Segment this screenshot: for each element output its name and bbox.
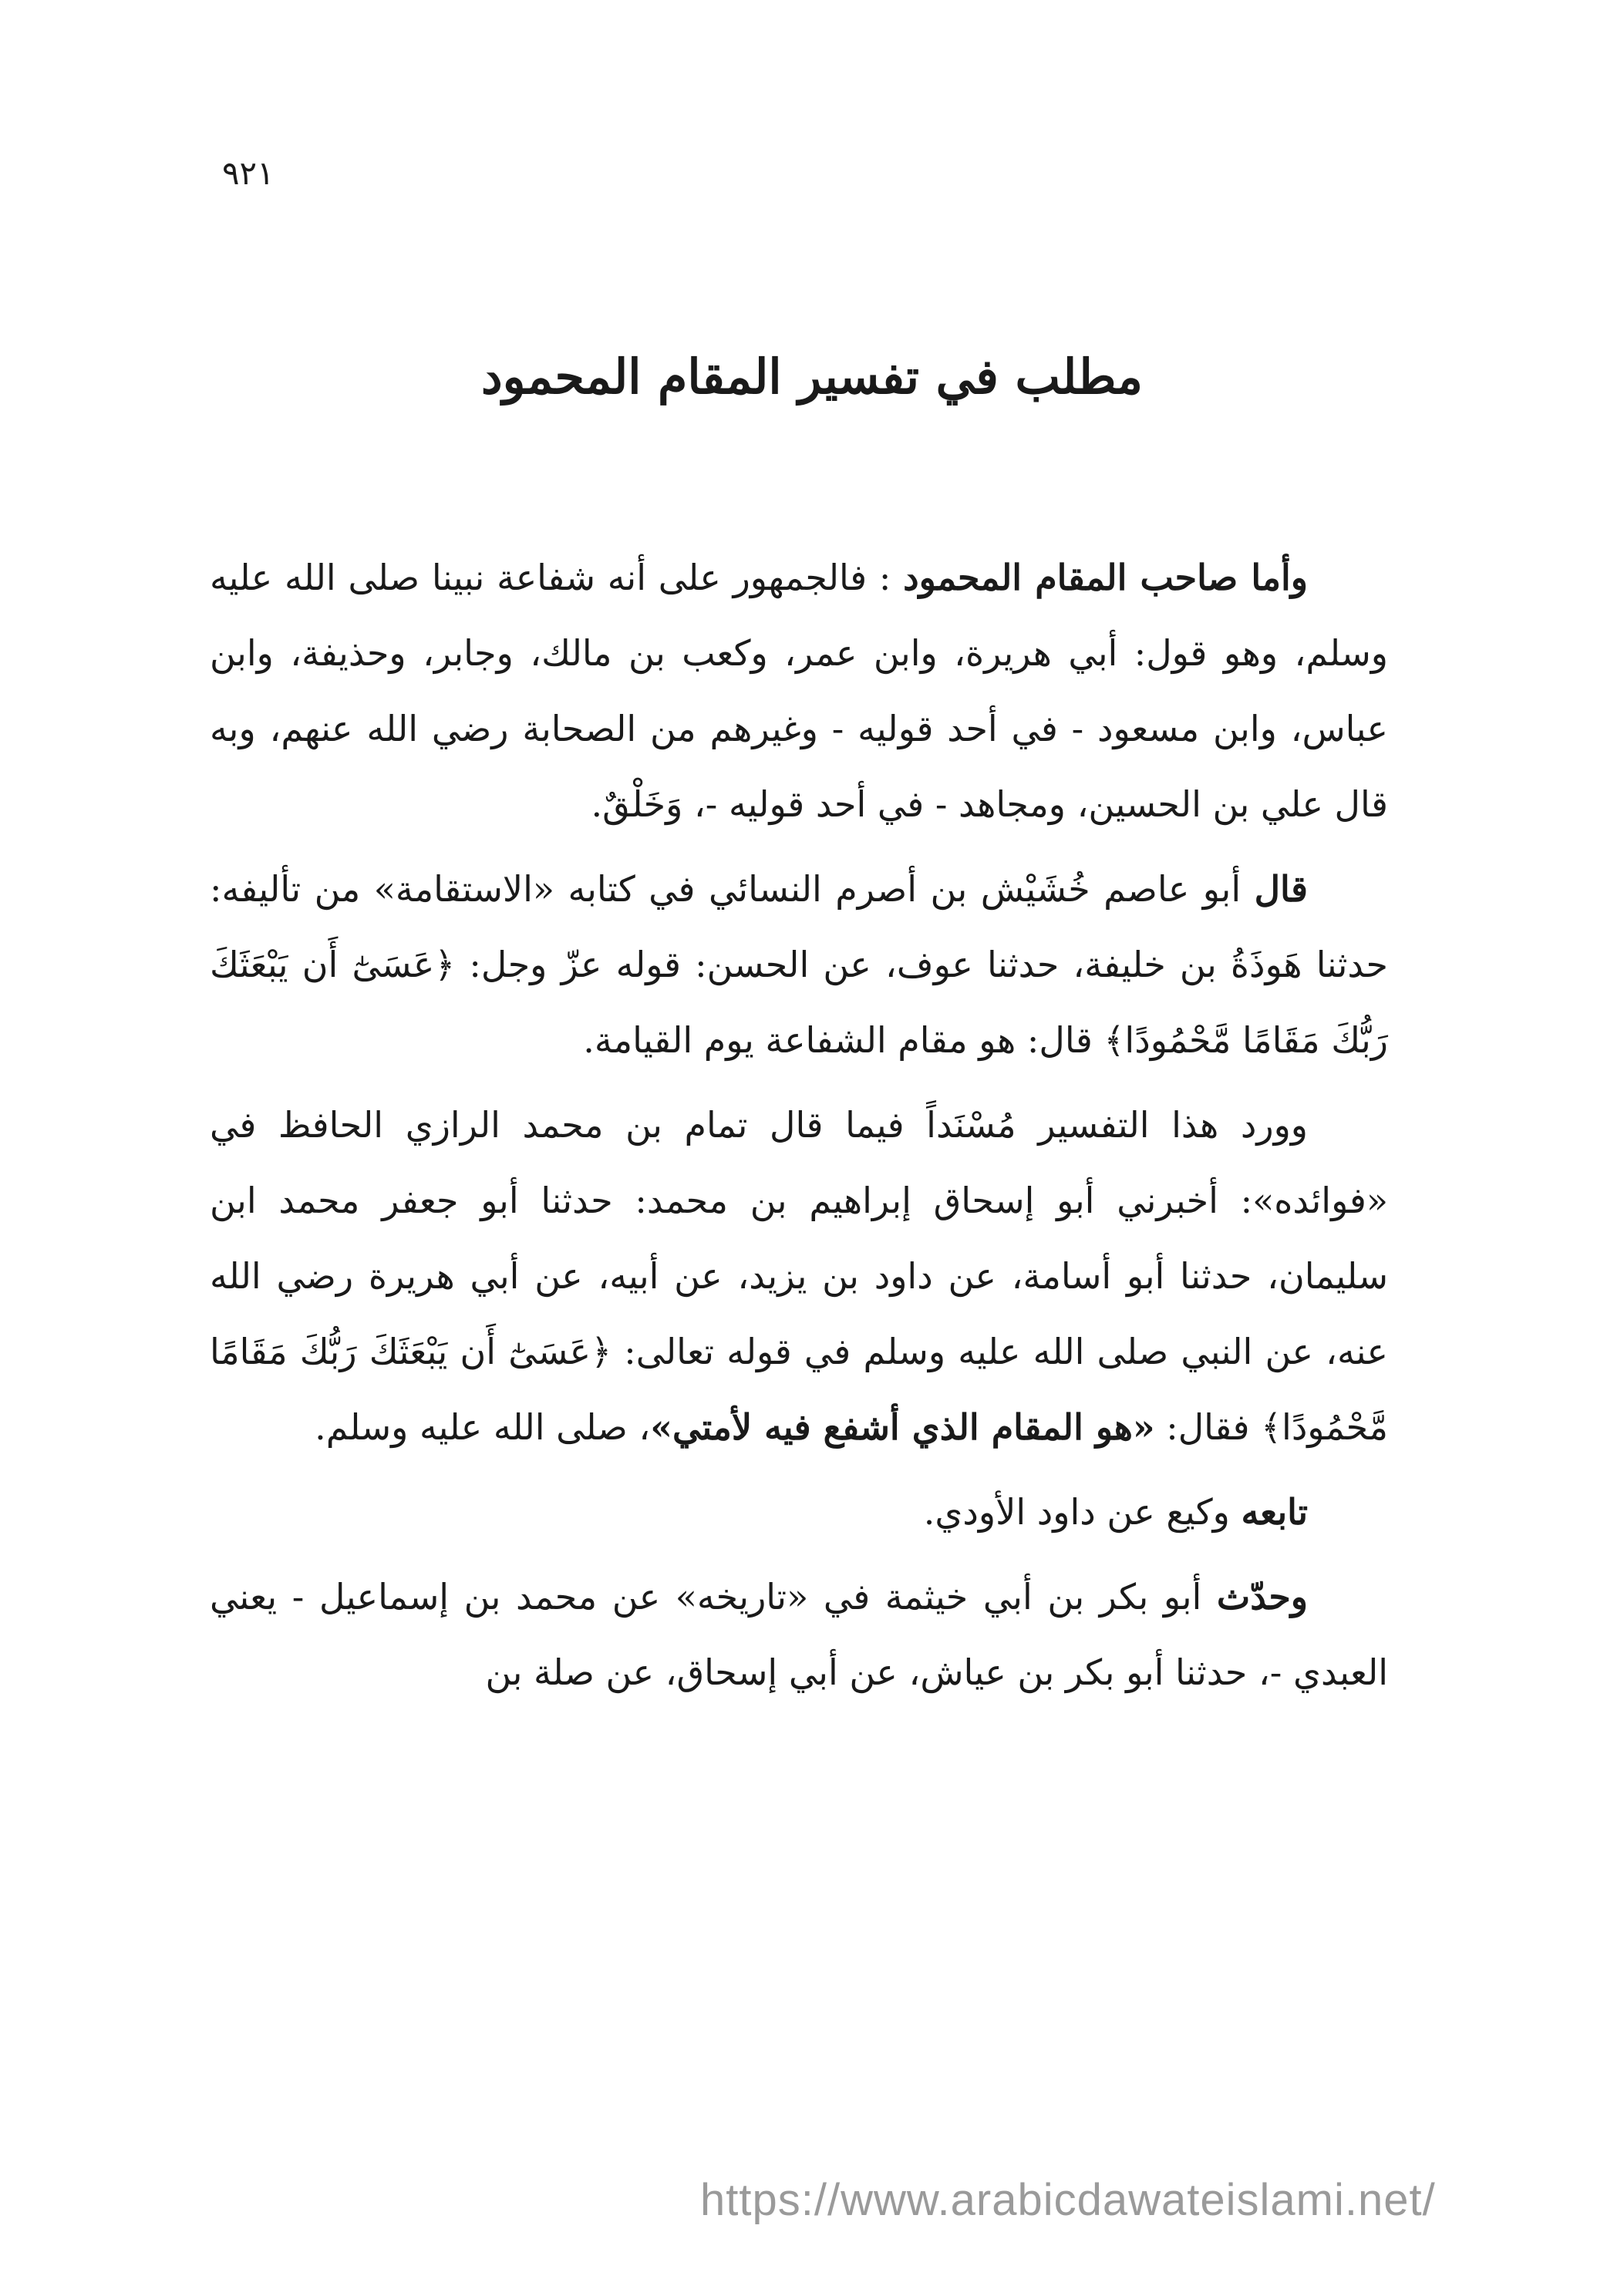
paragraph-2-text: أبو عاصم خُشَيْش بن أصرم النسائي في كتابه «الاستقامة» من تأليفه: حدثنا هَوذَةُ بن خليفة، حدثنا عوف، عن الحسن: قوله عزّ وجل: ﴿عَسَىٰٓ أَن يَبْعَثَكَ رَبُّكَ مَقَامًا مَّحْمُودًا﴾ قال: هو مقام الشفاعة يوم القيامة. [210, 868, 1388, 1061]
section-heading: مطلب في تفسير المقام المحمود [480, 348, 1144, 405]
paragraph-1-text: : فالجمهور على أنه شفاعة نبينا صلى الله عليه وسلم، وهو قول: أبي هريرة، وابن عمر، وكعب بن مالك، وجابر، وحذيفة، وابن عباس، وابن مسعود - في أحد قوليه - وغيرهم من الصحابة رضي الله عنهم، وبه قال علي بن الحسين، ومجاهد - في أحد قوليه -، وَخَلْقٌ. [210, 557, 1388, 825]
hadith-quote: «هو المقام الذي أشفع فيه لأمتي» [650, 1406, 1155, 1448]
paragraph-2-lead: قال [1254, 868, 1308, 910]
paragraph-1-lead: وأما صاحب المقام المحمود [903, 557, 1308, 598]
paragraph-4 [210, 1474, 1388, 1550]
paragraph-4-lead: تابعه [1241, 1491, 1308, 1533]
paragraph-3 [210, 1087, 1388, 1465]
paragraph-5 [210, 1559, 1388, 1710]
paragraph-2 [210, 851, 1388, 1078]
paragraph-1 [210, 540, 1388, 842]
body-text [210, 540, 1388, 1719]
paragraph-5-text: أبو بكر بن أبي خيثمة في «تاريخه» عن محمد بن إسماعيل - يعني العبدي -، حدثنا أبو بكر بن عياش، عن أبي إسحاق، عن صلة بن [210, 1576, 1388, 1693]
paragraph-3-tail: ، صلى الله عليه وسلم. [315, 1406, 651, 1448]
paragraph-5-lead: وحدّث [1216, 1576, 1309, 1618]
page-number: ٩٢١ [222, 154, 275, 192]
footer-watermark-url: https://www.arabicdawateislami.net/ [700, 2175, 1436, 2225]
paragraph-4-text: وكيع عن داود الأودي. [923, 1491, 1230, 1533]
paragraph-3-text: وورد هذا التفسير مُسْنَداً فيما قال تمام بن محمد الرازي الحافظ في «فوائده»: أخبرني أبو إسحاق إبراهيم بن محمد: حدثنا أبو جعفر محمد ابن سليمان، حدثنا أبو أسامة، عن داود بن يزيد، عن أبيه، عن أبي هريرة رضي الله عنه، عن النبي صلى الله عليه وسلم في قوله تعالى: ﴿عَسَىٰٓ أَن يَبْعَثَكَ رَبُّكَ مَقَامًا مَّحْمُودًا﴾ فقال: [210, 1104, 1388, 1448]
